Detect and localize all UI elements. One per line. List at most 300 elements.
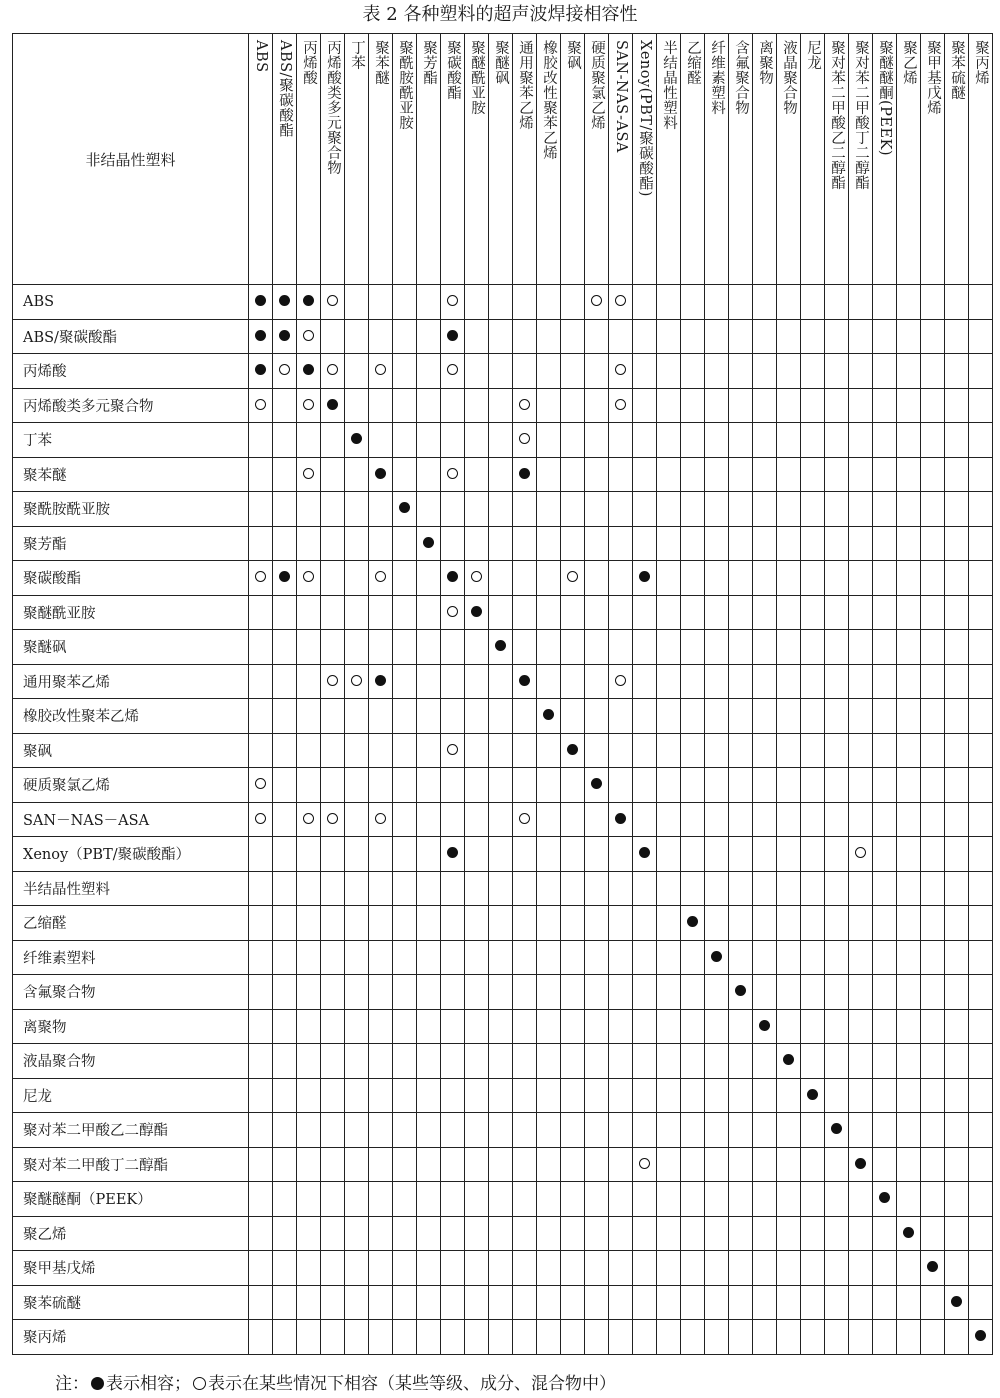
table-cell — [657, 285, 681, 320]
table-cell — [633, 285, 657, 320]
table-cell — [489, 768, 513, 803]
table-cell — [465, 1147, 489, 1182]
row-label: 橡胶改性聚苯乙烯 — [13, 699, 249, 734]
table-cell — [513, 285, 537, 320]
table-cell — [921, 940, 945, 975]
column-header — [681, 34, 705, 285]
table-cell — [729, 561, 753, 596]
table-cell — [441, 733, 465, 768]
table-cell — [609, 354, 633, 389]
table-cell — [849, 940, 873, 975]
table-cell — [897, 871, 921, 906]
table-cell — [297, 1009, 321, 1044]
table-cell — [273, 595, 297, 630]
table-cell — [609, 492, 633, 527]
table-cell — [585, 1251, 609, 1286]
table-cell — [633, 388, 657, 423]
table-cell — [969, 733, 993, 768]
table-cell — [609, 630, 633, 665]
table-cell — [873, 492, 897, 527]
table-cell — [849, 423, 873, 458]
table-cell — [633, 595, 657, 630]
column-header-label: 聚醚酰亚胺 — [469, 40, 485, 115]
table-cell — [849, 526, 873, 561]
table-cell — [441, 975, 465, 1010]
hollow-circle-icon — [447, 364, 458, 375]
hollow-circle-icon — [519, 433, 530, 444]
table-cell — [897, 975, 921, 1010]
table-cell — [489, 906, 513, 941]
table-cell — [537, 630, 561, 665]
table-cell — [561, 733, 585, 768]
table-cell — [393, 354, 417, 389]
table-cell — [945, 768, 969, 803]
table-cell — [921, 733, 945, 768]
table-cell — [753, 940, 777, 975]
table-cell — [417, 492, 441, 527]
table-cell — [345, 457, 369, 492]
table-cell — [393, 630, 417, 665]
row-label: 丙烯酸 — [13, 354, 249, 389]
table-cell — [537, 492, 561, 527]
table-cell — [297, 561, 321, 596]
table-cell — [417, 354, 441, 389]
table-cell — [273, 733, 297, 768]
note-full-text: 表示相容； — [106, 1374, 191, 1394]
table-cell — [753, 1251, 777, 1286]
table-cell — [633, 1044, 657, 1079]
table-cell — [657, 1113, 681, 1148]
column-header-label: 聚对苯二甲酸丁二醇酯 — [853, 40, 869, 190]
filled-circle-icon — [303, 295, 314, 306]
column-header-label: 橡胶改性聚苯乙烯 — [541, 40, 557, 160]
table-cell — [921, 1147, 945, 1182]
table-cell — [513, 1216, 537, 1251]
column-header — [345, 34, 369, 285]
table-cell — [753, 802, 777, 837]
column-header-label: 乙缩醛 — [685, 40, 701, 85]
table-cell — [465, 526, 489, 561]
table-cell — [393, 1320, 417, 1355]
table-cell — [273, 1216, 297, 1251]
table-cell — [297, 1182, 321, 1217]
table-cell — [441, 837, 465, 872]
table-cell — [969, 1251, 993, 1286]
table-cell — [297, 1078, 321, 1113]
table-cell — [945, 1078, 969, 1113]
table-cell — [921, 1078, 945, 1113]
hollow-circle-icon — [303, 399, 314, 410]
table-cell — [921, 975, 945, 1010]
hollow-circle-icon — [615, 675, 626, 686]
table-cell — [825, 906, 849, 941]
table-cell — [681, 1285, 705, 1320]
table-cell — [561, 388, 585, 423]
table-cell — [825, 595, 849, 630]
table-cell — [489, 1285, 513, 1320]
column-header-label: 纤维素塑料 — [709, 40, 725, 115]
table-cell — [825, 1216, 849, 1251]
table-cell — [489, 561, 513, 596]
column-header-label: 聚酰胺酰亚胺 — [397, 40, 413, 130]
table-cell — [705, 837, 729, 872]
table-cell — [369, 1251, 393, 1286]
table-cell — [369, 940, 393, 975]
column-header-label: SAN-NAS-ASA — [613, 40, 629, 153]
table-cell — [465, 595, 489, 630]
table-cell — [969, 388, 993, 423]
table-cell — [921, 595, 945, 630]
table-cell — [537, 457, 561, 492]
table-cell — [393, 733, 417, 768]
table-cell — [729, 1216, 753, 1251]
table-cell — [921, 1044, 945, 1079]
table-cell — [849, 595, 873, 630]
table-cell — [417, 733, 441, 768]
table-cell — [297, 595, 321, 630]
table-cell — [561, 595, 585, 630]
filled-circle-icon — [255, 330, 266, 341]
table-cell — [249, 492, 273, 527]
table-cell — [897, 733, 921, 768]
column-header-label: 聚甲基戊烯 — [925, 40, 941, 115]
table-cell — [297, 1044, 321, 1079]
table-cell — [513, 423, 537, 458]
table-cell — [945, 975, 969, 1010]
table-cell — [825, 871, 849, 906]
table-cell — [585, 1147, 609, 1182]
table-cell — [969, 1147, 993, 1182]
table-cell — [513, 837, 537, 872]
table-cell — [345, 837, 369, 872]
table-cell — [465, 975, 489, 1010]
table-cell — [777, 1182, 801, 1217]
table-cell — [417, 1216, 441, 1251]
table-cell — [321, 561, 345, 596]
table-cell — [273, 1113, 297, 1148]
table-cell — [633, 871, 657, 906]
table-cell — [249, 1078, 273, 1113]
table-cell — [825, 423, 849, 458]
table-cell — [705, 975, 729, 1010]
hollow-circle-icon — [255, 399, 266, 410]
table-cell — [705, 630, 729, 665]
table-cell — [561, 837, 585, 872]
table-cell — [705, 733, 729, 768]
row-label: 聚对苯二甲酸乙二醇酯 — [13, 1113, 249, 1148]
table-cell — [657, 940, 681, 975]
table-cell — [897, 595, 921, 630]
table-cell — [537, 1216, 561, 1251]
table-cell — [369, 699, 393, 734]
row-label: 聚对苯二甲酸丁二醇酯 — [13, 1147, 249, 1182]
table-cell — [537, 940, 561, 975]
table-cell — [369, 768, 393, 803]
table-cell — [825, 492, 849, 527]
table-cell — [753, 354, 777, 389]
table-cell — [681, 1251, 705, 1286]
table-cell — [609, 1182, 633, 1217]
table-cell — [825, 975, 849, 1010]
table-cell — [705, 1285, 729, 1320]
table-cell — [393, 1285, 417, 1320]
table-cell — [969, 1216, 993, 1251]
hollow-circle-icon — [639, 1158, 650, 1169]
table-cell — [873, 1113, 897, 1148]
column-header — [945, 34, 969, 285]
table-cell — [801, 457, 825, 492]
table-cell — [945, 1285, 969, 1320]
table-cell — [729, 423, 753, 458]
table-cell — [873, 699, 897, 734]
table-cell — [705, 492, 729, 527]
table-cell — [465, 354, 489, 389]
table-cell — [417, 526, 441, 561]
table-cell — [441, 802, 465, 837]
column-header — [393, 34, 417, 285]
table-cell — [825, 526, 849, 561]
table-cell — [297, 630, 321, 665]
table-cell — [633, 699, 657, 734]
column-header — [273, 34, 297, 285]
table-cell — [753, 1320, 777, 1355]
row-label: 硬质聚氯乙烯 — [13, 768, 249, 803]
table-cell — [729, 699, 753, 734]
filled-circle-icon — [735, 985, 746, 996]
table-cell — [489, 526, 513, 561]
table-cell — [705, 1182, 729, 1217]
filled-circle-icon — [495, 640, 506, 651]
table-cell — [489, 285, 513, 320]
table-cell — [249, 1251, 273, 1286]
table-cell — [825, 561, 849, 596]
table-cell — [825, 1182, 849, 1217]
hollow-circle-icon — [375, 813, 386, 824]
table-cell — [969, 1320, 993, 1355]
table-cell — [729, 1009, 753, 1044]
table-cell — [537, 319, 561, 354]
table-cell — [681, 699, 705, 734]
table-cell — [753, 1113, 777, 1148]
table-cell — [249, 1113, 273, 1148]
table-cell — [801, 733, 825, 768]
column-header-label: 聚醚砜 — [493, 40, 509, 85]
table-cell — [705, 802, 729, 837]
table-cell — [609, 526, 633, 561]
row-label: 聚砜 — [13, 733, 249, 768]
table-cell — [441, 492, 465, 527]
table-cell — [681, 1182, 705, 1217]
table-cell — [345, 319, 369, 354]
table-cell — [345, 630, 369, 665]
table-cell — [849, 1044, 873, 1079]
table-cell — [585, 1320, 609, 1355]
row-label: 聚苯硫醚 — [13, 1285, 249, 1320]
table-cell — [273, 526, 297, 561]
column-header — [705, 34, 729, 285]
row-label: 聚甲基戊烯 — [13, 1251, 249, 1286]
table-cell — [969, 768, 993, 803]
table-cell — [777, 526, 801, 561]
table-cell — [897, 1044, 921, 1079]
table-cell — [633, 423, 657, 458]
table-cell — [561, 802, 585, 837]
table-cell — [489, 1251, 513, 1286]
table-cell — [417, 1182, 441, 1217]
table-cell — [777, 1009, 801, 1044]
table-cell — [489, 1113, 513, 1148]
table-cell — [873, 354, 897, 389]
table-cell — [537, 871, 561, 906]
table-cell — [561, 1044, 585, 1079]
table-cell — [585, 1009, 609, 1044]
table-cell — [465, 1044, 489, 1079]
table-cell — [297, 1285, 321, 1320]
table-cell — [921, 1182, 945, 1217]
table-body — [13, 285, 993, 1355]
table-cell — [825, 319, 849, 354]
table-cell — [777, 802, 801, 837]
table-cell — [681, 1113, 705, 1148]
table-cell — [825, 699, 849, 734]
table-cell — [849, 630, 873, 665]
table-cell — [273, 1182, 297, 1217]
table-cell — [633, 1285, 657, 1320]
table-cell — [369, 630, 393, 665]
table-cell — [633, 940, 657, 975]
table-cell — [657, 1009, 681, 1044]
table-cell — [633, 526, 657, 561]
table-cell — [465, 457, 489, 492]
table-cell — [873, 285, 897, 320]
table-cell — [753, 319, 777, 354]
table-cell — [609, 423, 633, 458]
table-cell — [657, 1182, 681, 1217]
table-cell — [537, 1009, 561, 1044]
table-cell — [777, 837, 801, 872]
table-cell — [345, 940, 369, 975]
table-cell — [561, 457, 585, 492]
hollow-circle-icon — [447, 744, 458, 755]
filled-circle-icon — [543, 709, 554, 720]
table-cell — [801, 975, 825, 1010]
table-cell — [513, 699, 537, 734]
filled-circle-icon — [567, 744, 578, 755]
table-cell — [777, 940, 801, 975]
table-cell — [777, 975, 801, 1010]
table-cell — [801, 319, 825, 354]
column-header — [633, 34, 657, 285]
table-cell — [273, 906, 297, 941]
table-cell — [417, 1113, 441, 1148]
table-cell — [369, 526, 393, 561]
table-cell — [825, 664, 849, 699]
table-cell — [825, 733, 849, 768]
row-label: 离聚物 — [13, 1009, 249, 1044]
table-row — [13, 457, 993, 492]
table-cell — [873, 1251, 897, 1286]
table-cell — [345, 423, 369, 458]
table-cell — [729, 354, 753, 389]
table-cell — [657, 1078, 681, 1113]
table-cell — [513, 940, 537, 975]
column-header — [585, 34, 609, 285]
table-cell — [777, 733, 801, 768]
table-cell — [585, 940, 609, 975]
table-cell — [609, 1078, 633, 1113]
table-cell — [369, 388, 393, 423]
table-cell — [537, 1285, 561, 1320]
column-header-label: Xenoy(PBT/聚碳酸酯) — [637, 40, 653, 197]
table-cell — [297, 1320, 321, 1355]
filled-circle-icon — [471, 606, 482, 617]
table-cell — [945, 906, 969, 941]
filled-circle-icon — [831, 1123, 842, 1134]
table-cell — [969, 975, 993, 1010]
table-cell — [321, 733, 345, 768]
table-cell — [729, 906, 753, 941]
table-cell — [897, 1113, 921, 1148]
table-cell — [753, 1078, 777, 1113]
table-cell — [777, 319, 801, 354]
table-cell — [801, 595, 825, 630]
row-label: SAN－NAS－ASA — [13, 802, 249, 837]
table-cell — [513, 319, 537, 354]
table-cell — [609, 1009, 633, 1044]
column-header-label: 液晶聚合物 — [781, 40, 797, 115]
table-cell — [249, 664, 273, 699]
table-cell — [393, 768, 417, 803]
table-cell — [609, 906, 633, 941]
table-cell — [537, 1320, 561, 1355]
table-cell — [321, 1147, 345, 1182]
hollow-circle-icon — [193, 1377, 206, 1390]
table-cell — [417, 1147, 441, 1182]
table-cell — [705, 595, 729, 630]
row-label: ABS — [13, 285, 249, 320]
table-row — [13, 630, 993, 665]
table-cell — [753, 1044, 777, 1079]
table-cell — [537, 354, 561, 389]
table-cell — [393, 699, 417, 734]
table-cell — [321, 975, 345, 1010]
table-cell — [897, 940, 921, 975]
table-cell — [633, 1113, 657, 1148]
table-cell — [345, 1320, 369, 1355]
row-label: 聚乙烯 — [13, 1216, 249, 1251]
table-cell — [729, 319, 753, 354]
hollow-circle-icon — [615, 399, 626, 410]
table-cell — [945, 1009, 969, 1044]
table-cell — [369, 1009, 393, 1044]
table-cell — [753, 1009, 777, 1044]
filled-circle-icon — [759, 1020, 770, 1031]
table-cell — [489, 837, 513, 872]
table-row — [13, 871, 993, 906]
table-cell — [777, 388, 801, 423]
table-cell — [849, 1009, 873, 1044]
table-cell — [369, 906, 393, 941]
table-cell — [873, 1044, 897, 1079]
table-cell — [441, 699, 465, 734]
table-cell — [321, 664, 345, 699]
table-cell — [969, 871, 993, 906]
column-header — [873, 34, 897, 285]
table-cell — [969, 423, 993, 458]
table-cell — [729, 1113, 753, 1148]
table-cell — [609, 595, 633, 630]
table-cell — [729, 285, 753, 320]
